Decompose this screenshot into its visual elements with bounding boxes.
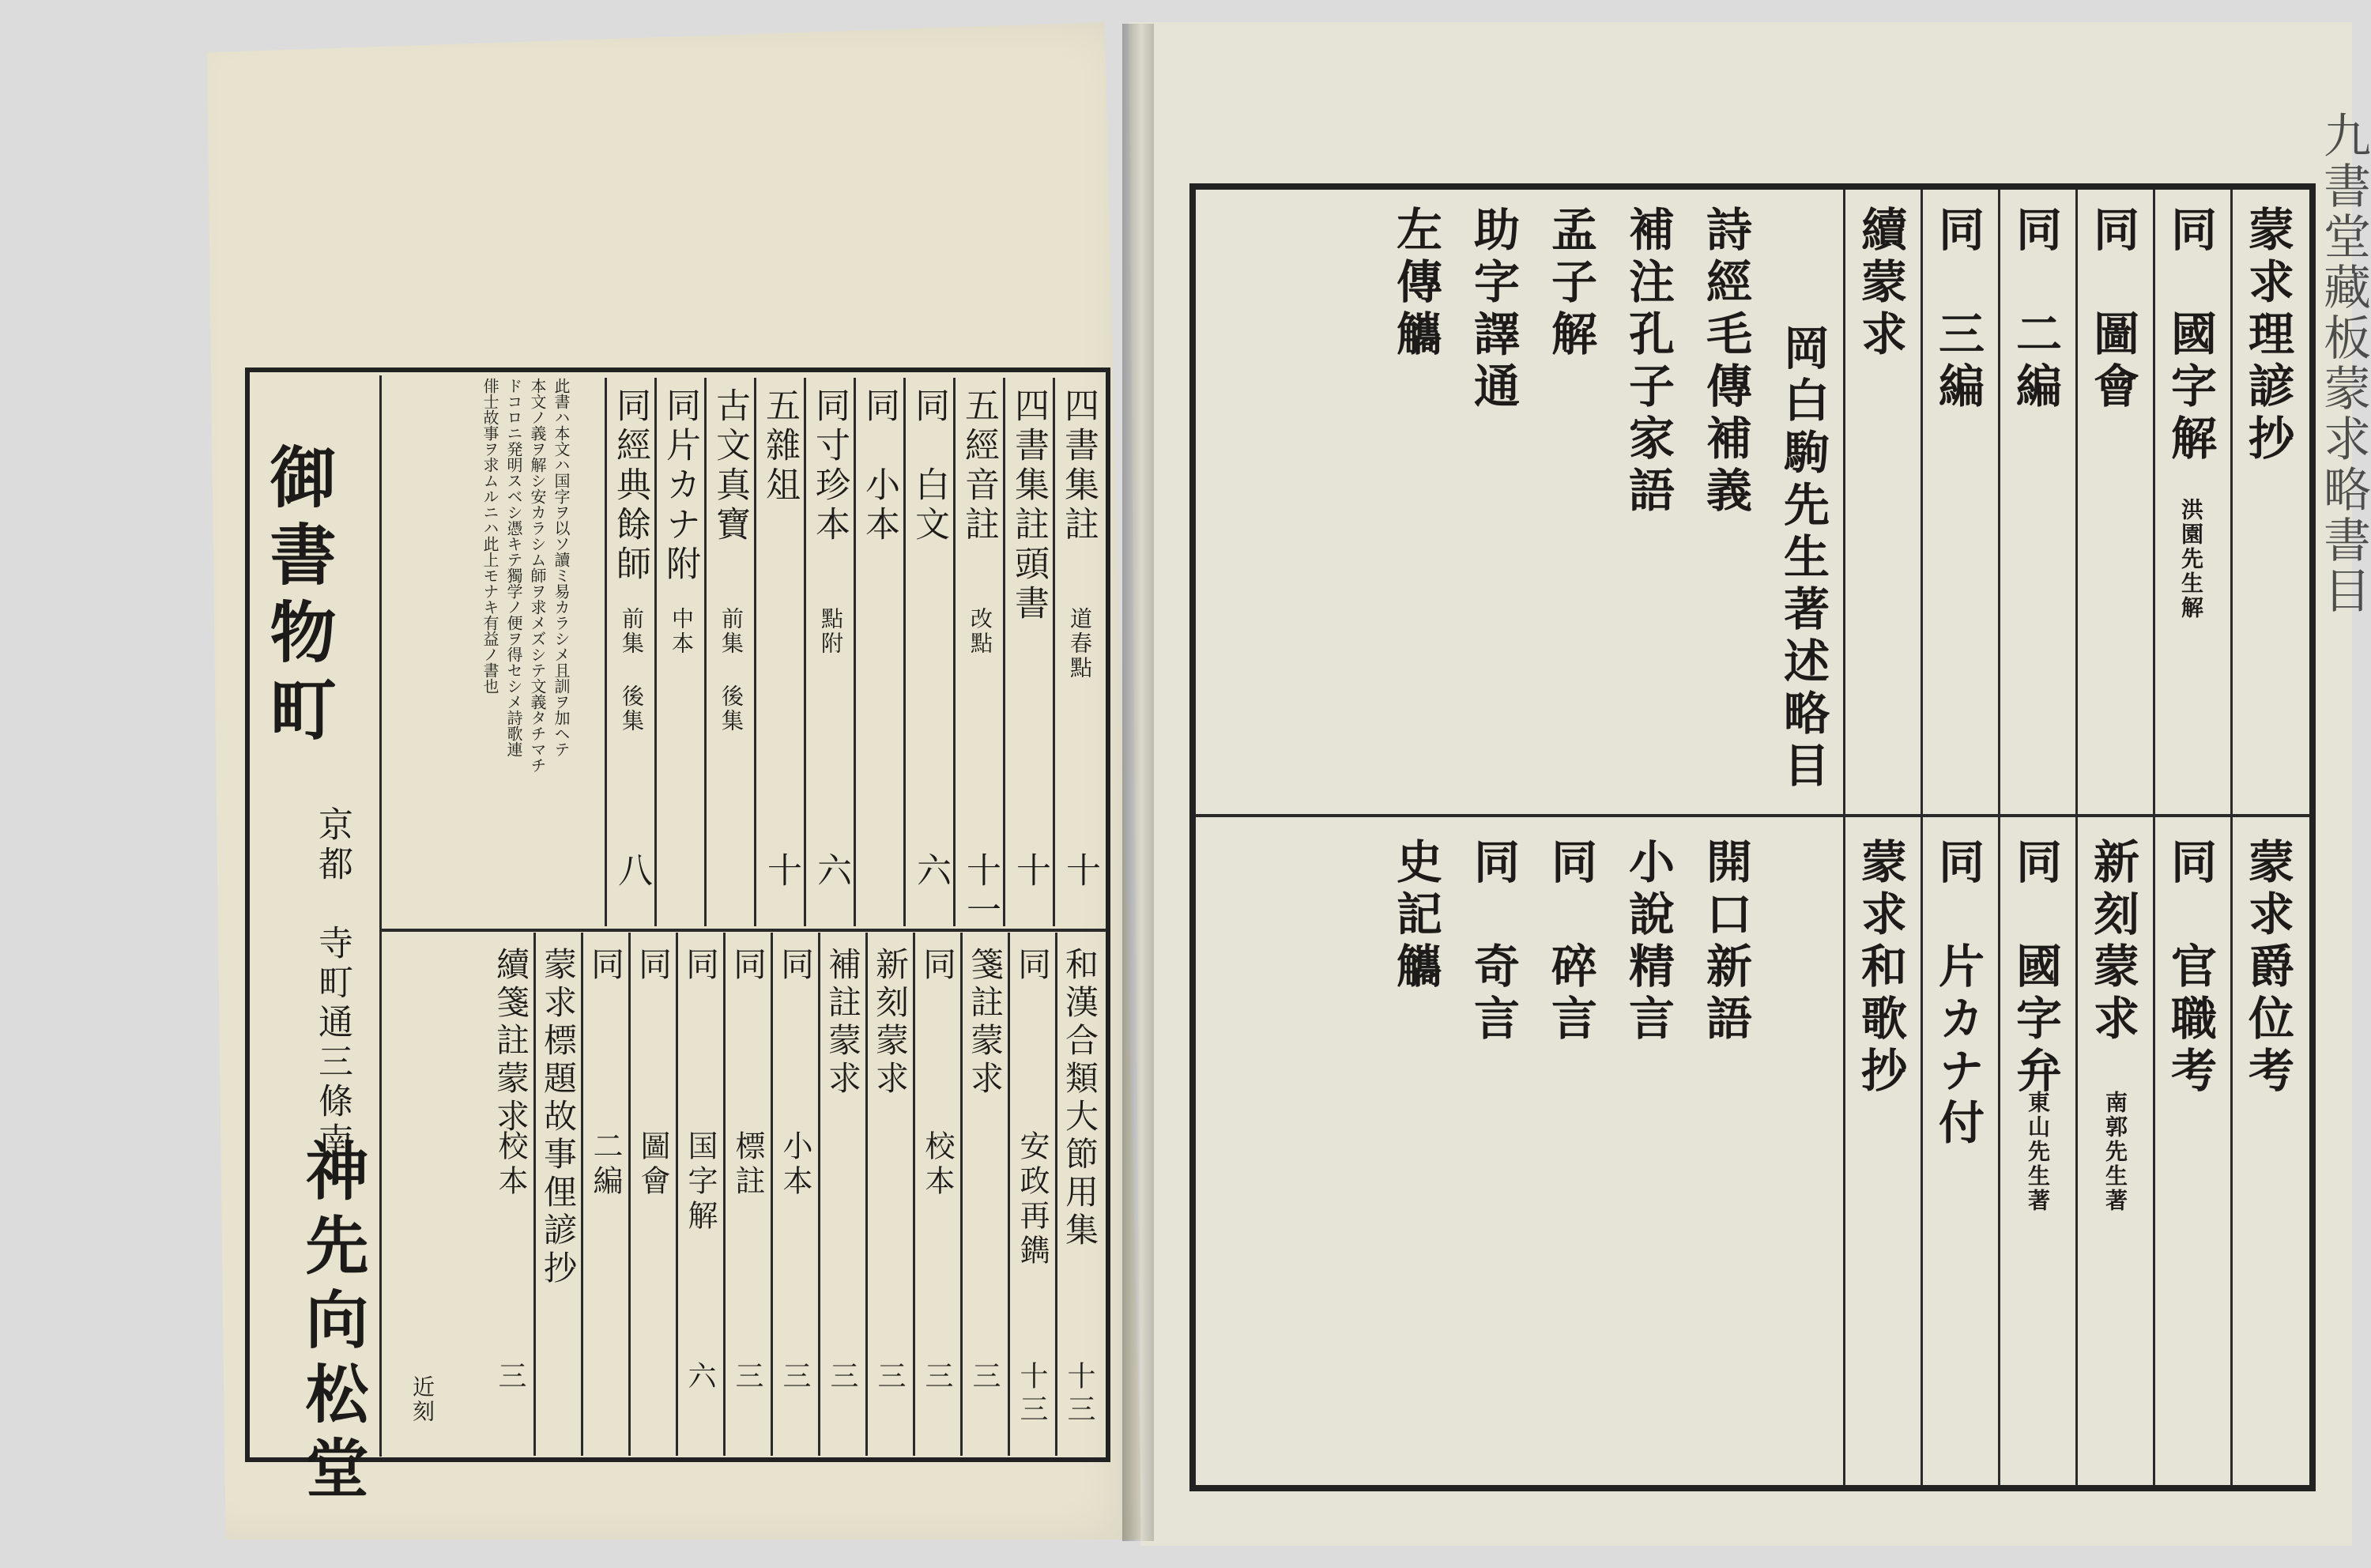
left-lower-note: 安政再鐫 <box>1015 1130 1050 1269</box>
left-upper-note-text: 前集 後集 <box>619 607 645 733</box>
publisher-address: 京都 寺町通三條南 <box>312 806 352 1162</box>
left-lower-rule <box>818 933 820 1456</box>
left-lower-title: 蒙求標題故事俚諺抄 <box>539 947 578 1288</box>
right-lower-title: 同 奇言 <box>1466 838 1520 1046</box>
left-lower-last-note: 近刻 <box>409 1375 435 1424</box>
left-lower-count: 十三 <box>1016 1361 1048 1427</box>
left-upper-count: 十 <box>1060 852 1100 891</box>
left-lower-count: 三 <box>968 1361 1001 1394</box>
left-upper-title: 同 小本 <box>859 387 899 545</box>
left-upper-count: 八 <box>612 852 652 891</box>
left-upper-note-text: 前集 後集 <box>718 607 744 733</box>
left-upper-rule <box>953 378 956 926</box>
left-upper-note-text: 道春點 <box>1067 607 1093 680</box>
left-upper-note-text: 改點 <box>967 607 993 656</box>
left-lower-title: 同 <box>634 947 673 985</box>
right-column-rule <box>2230 190 2233 1486</box>
left-lower-count: 三 <box>826 1361 858 1394</box>
left-lower-note: 二編 <box>588 1130 623 1200</box>
right-column-rule <box>1998 190 2000 1486</box>
right-column-rule <box>2075 190 2078 1486</box>
left-upper-rule <box>1003 378 1005 926</box>
left-lower-title: 新刻蒙求 <box>871 947 910 1099</box>
left-lower-count: 六 <box>684 1361 716 1394</box>
right-upper-title: 同 圖會 <box>2086 205 2139 414</box>
right-lower-title: 開口新語 <box>1698 838 1752 1046</box>
left-lower-note: 圖會 <box>635 1130 670 1200</box>
left-upper-note-line: 此書ハ本文ハ国字ヲ以ソ讀ミ易カラシメ且訓ヲ加ヘテ <box>552 378 571 757</box>
publisher-divider <box>379 375 382 1457</box>
right-column-rule <box>1843 190 1845 1486</box>
publisher-title: 御書物町 <box>259 443 337 752</box>
left-upper-title: 四書集註 <box>1058 387 1099 545</box>
left-upper-title: 同 白文 <box>909 387 949 545</box>
right-upper-title: 同 二編 <box>2008 205 2062 414</box>
right-lower-title: 同 官職考 <box>2163 838 2217 1099</box>
right-lower-title: 蒙求和歌抄 <box>1853 838 1907 1099</box>
right-lower-title: 同 碎言 <box>1544 838 1597 1046</box>
left-upper-title: 五經音註 <box>959 387 999 545</box>
right-upper-title: 同 國字解 <box>2163 205 2217 466</box>
left-upper-rule <box>1053 378 1055 926</box>
left-lower-count: 三 <box>921 1361 953 1394</box>
left-lower-count: 三 <box>873 1361 906 1394</box>
left-lower-count: 三 <box>731 1361 763 1394</box>
right-upper-title: 蒙求理諺抄 <box>2241 205 2294 466</box>
left-lower-count: 三 <box>778 1361 811 1394</box>
left-upper-title: 同寸珍本 <box>809 387 850 545</box>
left-lower-title: 箋註蒙求 <box>966 947 1005 1099</box>
left-lower-rule <box>628 933 631 1456</box>
right-column-rule <box>1921 190 1923 1486</box>
left-upper-count: 十 <box>1010 852 1050 891</box>
left-lower-note: 校本 <box>493 1130 528 1200</box>
right-column-rule <box>2153 190 2155 1486</box>
left-lower-title: 同 <box>1013 947 1052 985</box>
right-lower-title: 同 片カナ付 <box>1931 838 1985 1151</box>
left-lower-rule <box>1055 933 1057 1456</box>
left-lower-rule <box>771 933 773 1456</box>
left-lower-title: 同 <box>776 947 815 985</box>
right-lower-title: 同 國字弁 <box>2008 838 2062 1099</box>
left-upper-rule <box>654 378 657 926</box>
left-lower-title: 和漢合類大節用集 <box>1061 947 1099 1250</box>
left-upper-note-line: 俳士故事ヲ求ムルニハ此上モナキ有益ノ書也 <box>481 378 499 694</box>
right-upper-title: 左傳觿 <box>1389 205 1442 362</box>
left-lower-title: 同 <box>918 947 957 985</box>
left-lower-rule <box>676 933 678 1456</box>
left-upper-rule <box>704 378 707 926</box>
left-upper-title: 同片カナ附 <box>660 387 700 585</box>
right-page-header: 九書堂藏板蒙求略書目 <box>2316 111 2371 616</box>
left-upper-note-text: 中本 <box>669 607 695 656</box>
left-upper-title: 四書集註頭書 <box>1008 387 1049 624</box>
left-lower-count: 三 <box>494 1361 526 1394</box>
left-lower-rule <box>723 933 726 1456</box>
left-lower-note: 校本 <box>920 1130 955 1200</box>
left-upper-title: 古文真寶 <box>710 387 750 545</box>
left-lower-note: 国字解 <box>683 1130 718 1234</box>
right-page-frame <box>1189 183 2316 1491</box>
left-lower-note: 小本 <box>778 1130 812 1200</box>
publisher-name: 神先向松堂 <box>295 1138 369 1510</box>
left-upper-rule <box>854 378 856 926</box>
right-upper-note: 洪園先生解 <box>2178 498 2204 620</box>
left-upper-rule <box>804 378 806 926</box>
right-lower-title: 蒙求爵位考 <box>2241 838 2294 1099</box>
right-upper-title: 續蒙求 <box>1853 205 1907 362</box>
right-upper-title: 助字譯通 <box>1466 205 1520 414</box>
left-lower-count: 十三 <box>1063 1361 1095 1427</box>
left-lower-rule <box>581 933 583 1456</box>
left-lower-note: 標註 <box>730 1130 765 1200</box>
left-lower-title: 同 <box>586 947 625 985</box>
left-lower-title: 同 <box>729 947 767 985</box>
left-upper-count: 六 <box>910 852 951 891</box>
left-lower-rule <box>960 933 963 1456</box>
left-lower-title: 同 <box>681 947 720 985</box>
right-upper-title: 補注孔子家語 <box>1621 205 1675 518</box>
right-lower-note: 東山先生著 <box>2025 1091 2051 1213</box>
left-upper-note-line: ドコロニ発明スベシ憑キテ獨学ノ便ヲ得セシメ詩歌連 <box>504 378 523 757</box>
right-upper-title: 詩經毛傳補義 <box>1698 205 1752 518</box>
right-upper-title: 同 三編 <box>1931 205 1985 414</box>
left-lower-rule <box>1008 933 1010 1456</box>
left-lower-rule <box>533 933 536 1456</box>
left-lower-title: 續箋註蒙求 <box>492 947 530 1136</box>
left-upper-note-line: 本文ノ義ヲ解シ安カラシム師ヲ求メズシテ文義タチマチ <box>528 378 547 773</box>
left-lower-title: 補註蒙求 <box>824 947 862 1099</box>
left-upper-rule <box>754 378 756 926</box>
book-spine <box>1122 24 1154 1541</box>
right-lower-note: 南郭先生著 <box>2102 1091 2128 1213</box>
left-upper-count: 十一 <box>960 852 1001 931</box>
left-upper-title: 同經典餘師 <box>610 387 650 585</box>
right-lower-title: 小說精言 <box>1621 838 1675 1046</box>
right-upper-title: 孟子解 <box>1544 205 1597 362</box>
left-lower-rule <box>865 933 868 1456</box>
left-upper-note-text: 點附 <box>818 607 844 656</box>
left-upper-count: 十 <box>761 852 801 891</box>
left-upper-rule <box>903 378 906 926</box>
left-lower-rule <box>913 933 915 1456</box>
right-upper-note: 岡白駒先生著述略目 <box>1776 324 1830 793</box>
right-mid-divider <box>1195 814 2309 817</box>
right-lower-title: 新刻蒙求 <box>2086 838 2139 1046</box>
left-upper-count: 六 <box>811 852 851 891</box>
right-lower-title: 史記觿 <box>1389 838 1442 994</box>
left-upper-title: 五雜俎 <box>760 387 800 506</box>
left-upper-rule <box>605 378 607 926</box>
